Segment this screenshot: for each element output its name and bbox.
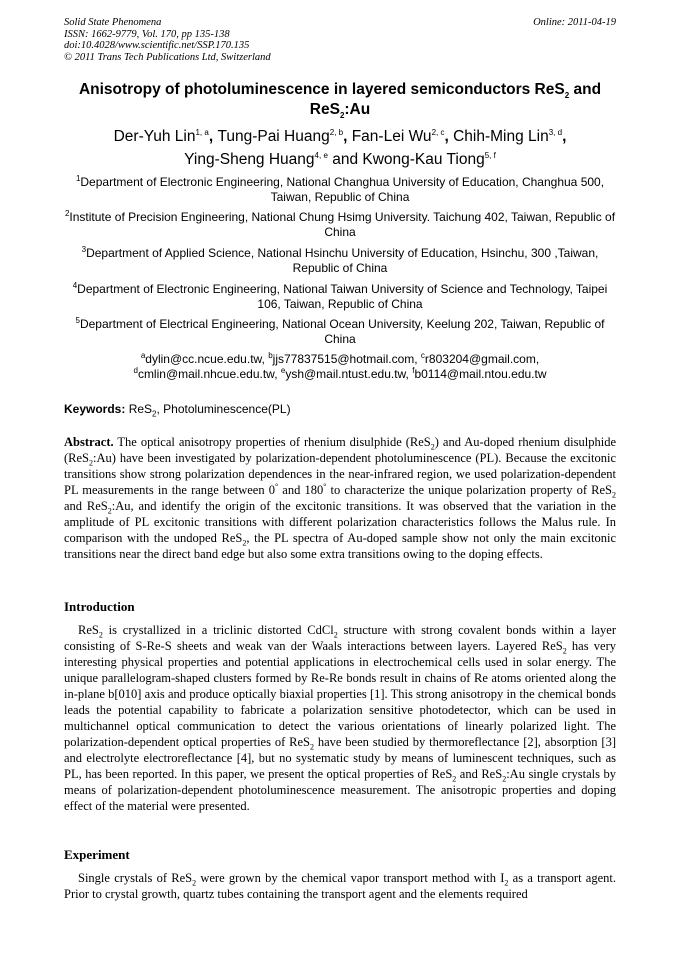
author: Ying-Sheng Huang — [184, 151, 315, 168]
affiliation: $^3$Department of Applied Science, National Hsinchu University of Education, Hsinchu, 300 ,Taiwan, Republic of China — [81, 245, 599, 275]
author: Tung-Pai Huang — [217, 128, 330, 145]
author: Fan-Lei Wu — [351, 128, 432, 145]
keywords-line: Keywords: ReS$_2$, Photoluminescence(PL) — [64, 402, 291, 419]
email-link[interactable]: r803204@gmail.com — [424, 352, 536, 366]
email-link[interactable]: jjs77837515@hotmail.com — [272, 352, 415, 366]
section-heading-introduction: Introduction — [64, 599, 135, 614]
email-link[interactable]: ysh@mail.ntust.edu.tw — [285, 367, 406, 381]
paper-title: Anisotropy of photoluminescence in layered semiconductors ReS$_2$ and ReS$_2$:Au — [78, 81, 602, 121]
copyright-line: © 2011 Trans Tech Publications Ltd, Switzerland — [64, 51, 271, 63]
affiliation: $^4$Department of Electronic Engineering, National Taiwan University of Science and Technology, Taipei 106, Taiwan, Republic of China — [72, 281, 608, 311]
author: Der-Yuh Lin — [113, 128, 196, 145]
affiliation: $^1$Department of Electronic Engineering, National Changhua University of Education, Changhua 500, Taiwan, Republic of China — [75, 174, 605, 204]
affiliation: $^2$Institute of Precision Engineering, National Chung Hsimg University. Taichung 402, Taiwan, Republic of China — [64, 209, 616, 239]
author: Chih-Ming Lin — [453, 128, 549, 145]
email-link[interactable]: dylin@cc.ncue.edu.tw — [145, 352, 262, 366]
author-list: Der-Yuh Lin$^{1, a}$, Tung-Pai Huang$^{2, b}$, Fan-Lei Wu$^{2, c}$, Chih-Ming Lin$^{3, d}$, Ying-Sheng Huang$^{4, e}$ and Kwong-Kau Tiong$^{5, f}$ — [113, 127, 567, 168]
section-heading-experiment: Experiment — [64, 847, 130, 862]
experiment-paragraph: Single crystals of ReS$_2$ were grown by the chemical vapor transport method with $I_2$ as a transport agent. Prior to crystal growth, quartz tubes containing the transport agent and the elements required — [64, 871, 616, 901]
journal-name: Solid State Phenomena — [64, 17, 162, 28]
email-link[interactable]: cmlin@mail.nhcue.edu.tw — [137, 367, 275, 381]
email-list: $^a$dylin@cc.ncue.edu.tw, $^b$jjs77837515@hotmail.com, $^c$r803204@gmail.com, $^d$cmlin@mail.nhcue.edu.tw, $^e$ysh@mail.ntust.edu.tw, $^f$b0114@mail.ntou.edu.tw — [133, 351, 547, 381]
online-date: Online: 2011-04-19 — [533, 17, 616, 28]
abstract-label: Abstract. — [64, 435, 114, 449]
affiliation: $^5$Department of Electrical Engineering, National Ocean University, Keelung 202, Taiwan, Republic of China — [75, 316, 605, 346]
author: Kwong-Kau Tiong — [362, 151, 485, 168]
issn-line: ISSN: 1662-9779, Vol. 170, pp 135-138 — [64, 28, 230, 40]
introduction-paragraph: ReS$_2$ is crystallized in a triclinic distorted CdCl$_2$ structure with strong covalent bonds within a layer consisting of S-Re-S sheets and weak van der Waals interactions between layers. Layered ReS$_2$ has very interesting physical properties and potential applications in electrochemical cells used in solar energy. The unique parallelogram-shaped clusters formed by Re-Re bonds result in chains of Re atoms oriented along the in-plane b[010] axis and produce optically biaxial properties [1]. This strong anisotropy in the chemical bonds leads the potential capability to fabricate a polarization sensitive photodetector, which can be used in multichannel optical communication to detect the various orientations of linearly polarized light. The polarization-dependent optical properties of ReS$_2$ have been studied by thermoreflectance [2], absorption [3] and electrolyte electroreflectance [4], but no systematic study by means of luminescent techniques, such as PL, has been reported. In this paper, we present the optical properties of ReS$_2$ and ReS$_2$:Au single crystals by means of polarization-dependent photoluminescence measurement. The anisotropic properties and doping effect of the material were presented. — [64, 623, 617, 813]
email-link[interactable]: b0114@mail.ntou.edu.tw — [414, 367, 547, 381]
keywords-label: Keywords: — [64, 402, 126, 416]
abstract-paragraph: Abstract. The optical anisotropy properties of rhenium disulphide (ReS$_2$) and Au-doped rhenium disulphide (ReS$_2$:Au) have been investigated by polarization-dependent photoluminescence (PL). Because the excitonic transitions show strong polarization dependences in the near-infrared region, we used polarization-dependent PL measurements in the range between 0° and 180° to characterize the unique polarization property of ReS$_2$ and ReS$_2$:Au, and identify the origin of the excitonic transitions. It was observed that the variation in the amplitude of PL excitonic transitions with different polarization characteristics follows the Malus rule. In comparison with the undoped ReS$_2$, the PL spectra of Au-doped sample show not only the main excitonic transitions near the direct band edge but also some extra transitions owing to the doping effects. — [64, 435, 617, 561]
doi-line: doi:10.4028/www.scientific.net/SSP.170.135 — [64, 40, 250, 51]
running-header — [64, 17, 616, 63]
